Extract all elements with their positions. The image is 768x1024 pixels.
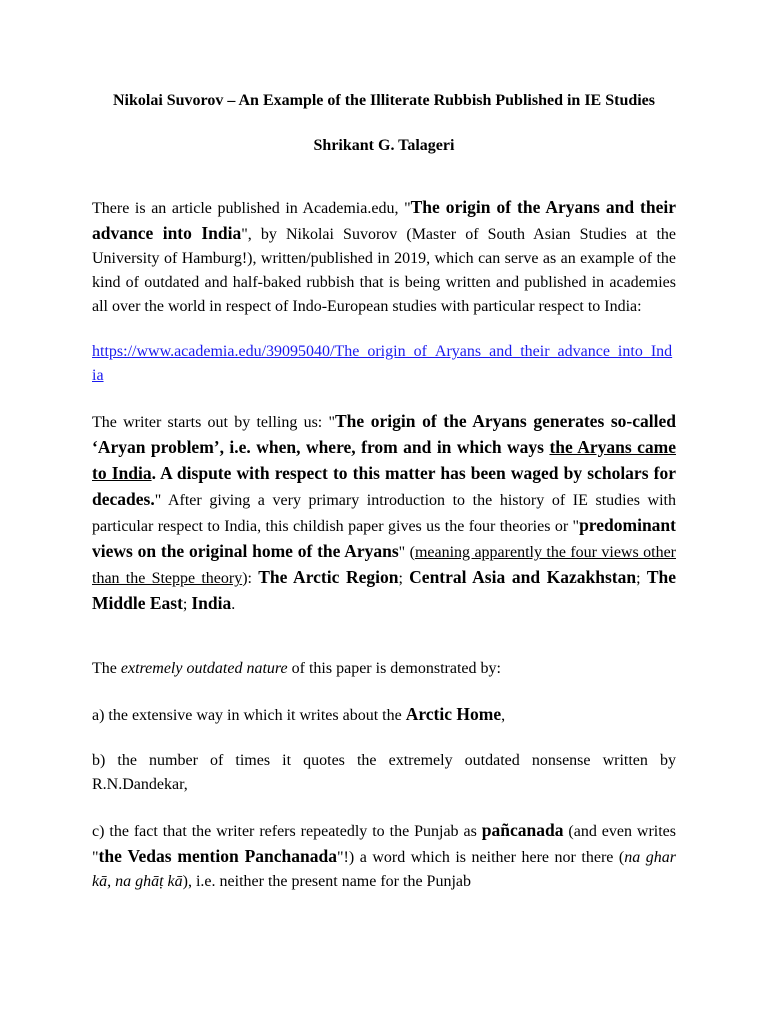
text-span: ):: [242, 570, 259, 587]
document-body: [92, 90, 676, 894]
paragraph-outdated: [92, 657, 676, 681]
paragraph-intro: [92, 195, 676, 319]
text-span: There is an article published in Academia.edu, ": [92, 200, 411, 217]
theory-arctic: The Arctic Region: [258, 567, 399, 587]
text-span: c) the fact that the writer refers repeatedly to the Punjab as: [92, 823, 482, 840]
document-title: Nikolai Suvorov – An Example of the Illiterate Rubbish Published in IE Studies: [112, 92, 656, 109]
text-span: " After giving a very primary introduction to the history of IE studies with particular respect to India, this childish paper gives us the four theories or ": [92, 492, 676, 535]
text-span: "!) a word which is neither here nor there (: [336, 849, 625, 866]
text-span: .: [231, 596, 236, 613]
italic-text: extremely outdated nature: [120, 660, 288, 677]
text-span: The: [92, 660, 121, 677]
document-author: Shrikant G. Talageri: [313, 137, 455, 154]
text-span: ,: [107, 873, 116, 890]
text-span: b) the number of times it quotes the extremely outdated nonsense written by R.N.Dandekar,: [92, 752, 676, 793]
bold-text: pañcanada: [481, 820, 564, 840]
text-span: a) the extensive way in which it writes about the: [92, 707, 406, 724]
list-item-c: [92, 818, 676, 894]
text-span: " (: [398, 544, 415, 561]
text-span: ;: [398, 570, 410, 587]
text-span: of this paper is demonstrated by:: [287, 660, 501, 677]
text-span: ", by Nikolai Suvorov (Master of South Asian Studies at the University of Hamburg!), written/published in 2019, which can serve as an example of the kind of outdated and half-baked rubbish that is being written and published in academies all over the world in respect of Indo-European studies with particular respect to India:: [92, 226, 676, 315]
theory-central-asia: Central Asia and Kazakhstan: [409, 567, 637, 587]
quote-bold-underlined: the Aryans came to India: [92, 437, 676, 483]
text-span: ;: [182, 596, 192, 613]
underlined-text: meaning apparently the four views other than the Steppe theory: [92, 544, 676, 587]
text-span: ;: [636, 570, 647, 587]
article-link[interactable]: https://www.academia.edu/39095040/The_origin_of_Aryans_and_their_advance_into_India: [92, 343, 673, 384]
quote-bold: predominant views on the original home of the Aryans: [92, 515, 676, 561]
text-span: The writer starts out by telling us: ": [92, 414, 335, 431]
article-title-bold: The origin of the Aryans and their advance into India: [92, 197, 676, 243]
quote-bold: . A dispute with respect to this matter has been waged by scholars for decades.: [92, 463, 676, 509]
list-item-b: [92, 749, 676, 797]
text-span: ,: [501, 707, 506, 724]
bold-text: Arctic Home: [405, 704, 502, 724]
italic-text: na ghar kā: [92, 849, 677, 890]
bold-text: the Vedas mention Panchanada: [98, 846, 337, 866]
quote-bold: The origin of the Aryans generates so-called ‘Aryan problem’, i.e. when, where, from and in which ways: [92, 411, 676, 457]
text-span: ), i.e. neither the present name for the Punjab: [182, 873, 471, 890]
theory-middle-east: The Middle East: [92, 567, 676, 613]
theory-india: India: [191, 593, 232, 613]
paragraph-link: [92, 340, 676, 388]
list-item-a: [92, 702, 676, 728]
paragraph-summary: [92, 409, 676, 617]
text-span: (and even writes ": [92, 823, 676, 866]
italic-text: na ghāṭ kā: [115, 873, 183, 890]
